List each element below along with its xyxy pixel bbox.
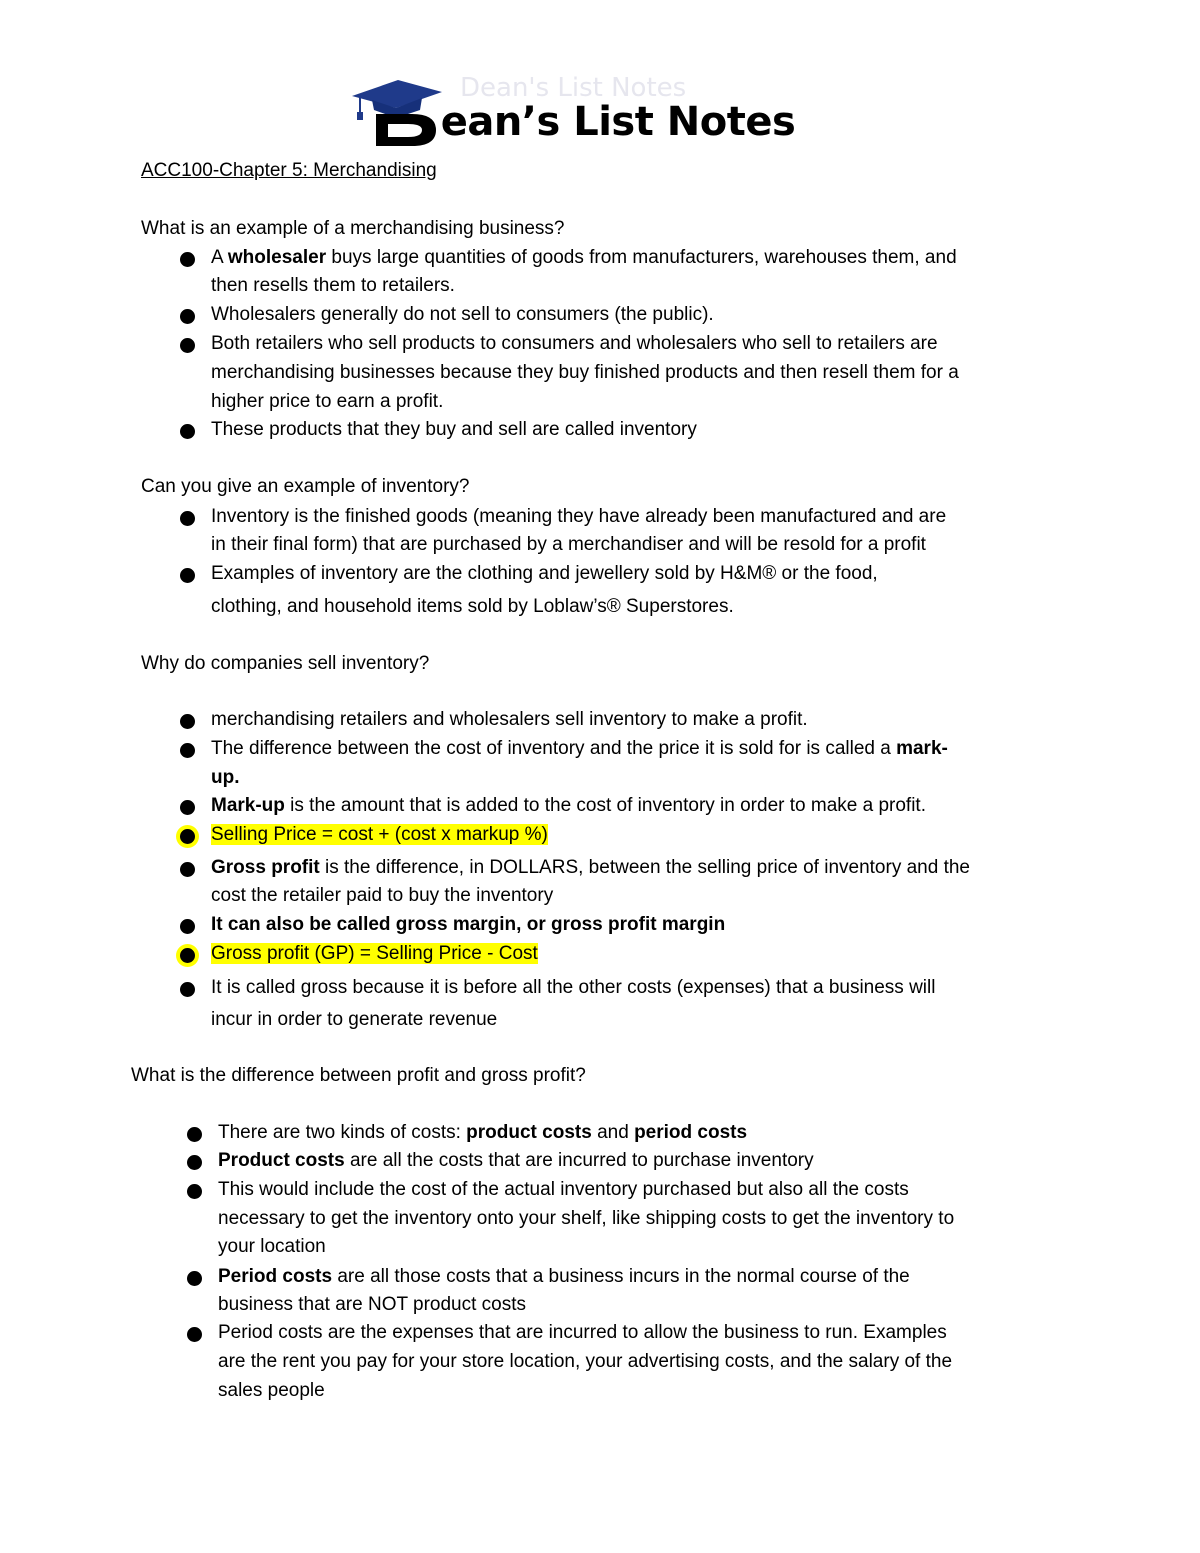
bullet-text-line: Both retailers who sell products to consumers and wholesalers who sell to retailers are xyxy=(211,333,938,354)
bullet-text-line: Inventory is the finished goods (meaning they have already been manufactured and are xyxy=(211,506,947,527)
bullet-icon xyxy=(180,948,195,963)
logo-text: ean’s List Notes xyxy=(440,99,796,145)
bullet-text-line: These products that they buy and sell are called inventory xyxy=(211,419,697,440)
bullet-text-line: Selling Price = cost + (cost x markup %) xyxy=(211,824,548,845)
bullet-text-line: are the rent you pay for your store location, your advertising costs, and the salary of the xyxy=(218,1351,953,1372)
bullet-icon xyxy=(180,511,195,526)
bullet-text-line: Gross profit (GP) = Selling Price - Cost xyxy=(211,943,538,964)
bullet-text-line: higher price to earn a profit. xyxy=(211,391,444,412)
bullet-text-line: incur in order to generate revenue xyxy=(211,1009,498,1030)
bullet-text-line: merchandising businesses because they buy finished products and then resell them for a xyxy=(211,362,959,383)
deans-list-logo xyxy=(350,66,850,150)
bullet-text-line: Examples of inventory are the clothing and jewellery sold by H&M® or the food, xyxy=(211,563,878,584)
bullet-icon xyxy=(180,862,195,877)
bullet-text-line: There are two kinds of costs: product costs and period costs xyxy=(218,1122,748,1143)
bullet-text-line: Wholesalers generally do not sell to consumers (the public). xyxy=(211,304,714,325)
bullet-text-line: your location xyxy=(218,1236,326,1257)
section-question: What is the difference between profit and gross profit? xyxy=(131,1065,586,1086)
bullet-text-line: Gross profit is the difference, in DOLLARS, between the selling price of inventory and the xyxy=(211,857,970,878)
bullet-text-line: sales people xyxy=(218,1380,325,1401)
page-title: ACC100-Chapter 5: Merchandising xyxy=(141,160,437,181)
bullet-icon xyxy=(180,309,195,324)
bullet-icon xyxy=(180,982,195,997)
bullet-text-line: up. xyxy=(211,767,240,788)
bullet-text-line: then resells them to retailers. xyxy=(211,275,455,296)
bullet-text-line: A wholesaler buys large quantities of goods from manufacturers, warehouses them, and xyxy=(211,247,957,268)
bullet-icon xyxy=(180,743,195,758)
bullet-text-line: cost the retailer paid to buy the inventory xyxy=(211,885,554,906)
bullet-icon xyxy=(180,919,195,934)
bullet-icon xyxy=(187,1271,202,1286)
bullet-text-line: Period costs are the expenses that are incurred to allow the business to run. Examples xyxy=(218,1322,947,1343)
bullet-icon xyxy=(180,338,195,353)
bullet-icon xyxy=(180,829,195,844)
bullet-text-line: The difference between the cost of inventory and the price it is sold for is called a mark- xyxy=(211,738,948,759)
section-question: What is an example of a merchandising business? xyxy=(141,218,565,239)
bullet-text-line: merchandising retailers and wholesalers sell inventory to make a profit. xyxy=(211,709,808,730)
bullet-text-line: It can also be called gross margin, or gross profit margin xyxy=(211,914,726,935)
bullet-icon xyxy=(187,1127,202,1142)
bullet-text-line: This would include the cost of the actual inventory purchased but also all the costs xyxy=(218,1179,909,1200)
bullet-icon xyxy=(180,424,195,439)
bullet-icon xyxy=(180,252,195,267)
bullet-text-line: Product costs are all the costs that are incurred to purchase inventory xyxy=(218,1150,814,1171)
bullet-icon xyxy=(187,1155,202,1170)
bullet-text-line: Mark-up is the amount that is added to the cost of inventory in order to make a profit. xyxy=(211,795,926,816)
bullet-text-line: Period costs are all those costs that a business incurs in the normal course of the xyxy=(218,1266,910,1287)
bullet-icon xyxy=(180,714,195,729)
bullet-icon xyxy=(180,800,195,815)
bullet-text-line: clothing, and household items sold by Loblaw’s® Superstores. xyxy=(211,596,734,617)
bullet-icon xyxy=(187,1327,202,1342)
svg-text:Dean's List Notes: Dean's List Notes xyxy=(460,73,687,103)
bullet-text-line: in their final form) that are purchased by a merchandiser and will be resold for a profit xyxy=(211,534,926,555)
bullet-icon xyxy=(187,1184,202,1199)
section-question: Why do companies sell inventory? xyxy=(141,653,430,674)
bullet-icon xyxy=(180,568,195,583)
section-question: Can you give an example of inventory? xyxy=(141,476,470,497)
bullet-text-line: It is called gross because it is before all the other costs (expenses) that a business will xyxy=(211,977,936,998)
bullet-text-line: business that are NOT product costs xyxy=(218,1294,527,1315)
bullet-text-line: necessary to get the inventory onto your shelf, like shipping costs to get the inventory to xyxy=(218,1208,955,1229)
